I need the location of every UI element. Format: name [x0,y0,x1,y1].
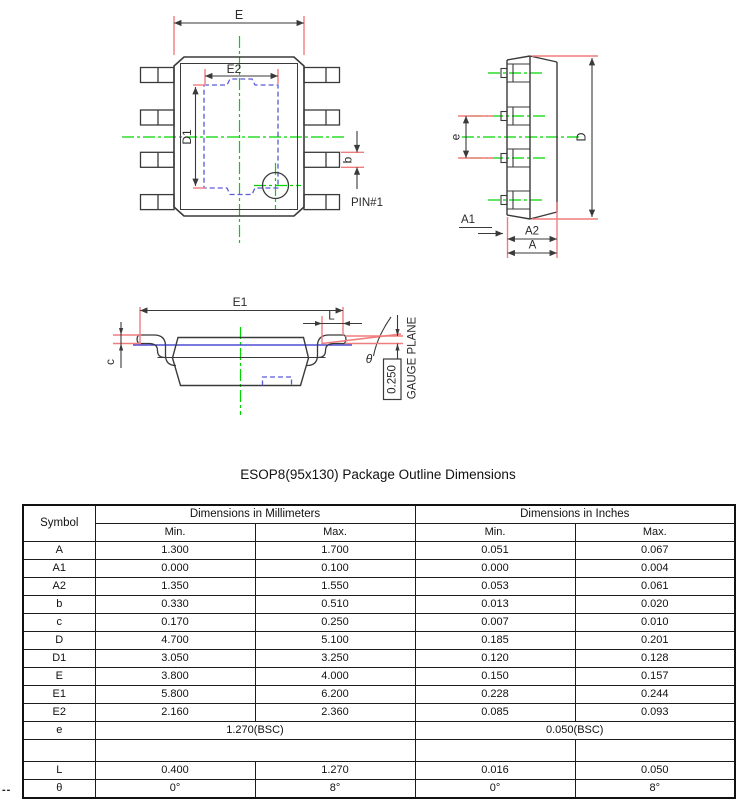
table-row [23,650,735,668]
header-mm-group: Dimensions in Millimeters [95,505,415,524]
table-row-blank [23,740,735,762]
cell-in-min: 0.053 [415,578,575,596]
dim-A2 [508,226,558,240]
front-view [103,295,419,415]
cell-symbol: A2 [23,578,95,596]
cell-symbol: E [23,668,95,686]
table-row [23,668,735,686]
table-subheader-row [23,524,735,542]
header-in-min: Min. [415,524,575,542]
header-mm-max: Max. [255,524,415,542]
header-mm-min: Min. [95,524,255,542]
cell-symbol: E2 [23,704,95,722]
cell-in-min: 0° [415,780,575,799]
dim-E1 [140,295,343,343]
page-title: ESOP8(95x130) Package Outline Dimensions [240,467,516,482]
centerlines [462,73,582,200]
cell-in-max: 0.244 [575,686,735,704]
cell-in-max: 8° [575,780,735,799]
cell-mm-max: 3.250 [255,650,415,668]
table-header-row [23,505,735,524]
dimensions-table [22,504,736,799]
cell-mm-max: 5.100 [255,632,415,650]
dim-label-b: b [340,156,355,164]
dim-label-E: E [234,8,244,22]
cell-in-max: 0.020 [575,596,735,614]
cell-mm-bsc: 1.270(BSC) [95,722,415,740]
table-row-e [23,722,735,740]
cell-mm-min: 5.800 [95,686,255,704]
cell-symbol: e [23,722,95,740]
cell-symbol [23,740,95,762]
cell-symbol: D [23,632,95,650]
dim-A [508,240,558,254]
cell-mm-min: 3.800 [95,668,255,686]
cell-mm-max: 0.250 [255,614,415,632]
cell-symbol: D1 [23,650,95,668]
cell-in-min: 0.016 [415,762,575,780]
dim-label-A2: A2 [524,225,540,238]
cell-in-max: 0.004 [575,560,735,578]
cell-mm-max: 1.700 [255,542,415,560]
dim-label-A: A [528,239,537,252]
header-in-max: Max. [575,524,735,542]
cell-in-min: 0.228 [415,686,575,704]
dim-A1 [459,214,503,234]
cell-mm-min: 0.170 [95,614,255,632]
dim-b [341,131,365,189]
cell-in-max: 0.201 [575,632,735,650]
cell-mm-min: 2.160 [95,704,255,722]
dim-label-D1: D1 [180,129,194,145]
cell-in-min [415,740,575,762]
cell-in-max: 0.050 [575,762,735,780]
cell-symbol: b [23,596,95,614]
dim-E2 [205,62,278,84]
cell-mm-max: 1.270 [255,762,415,780]
cell-in-max: 0.067 [575,542,735,560]
cell-mm-max: 0.100 [255,560,415,578]
cell-in-bsc: 0.050(BSC) [415,722,735,740]
cell-in-min: 0.013 [415,596,575,614]
cell-mm-min: 0.330 [95,596,255,614]
dim-label-e: e [448,133,463,141]
leads [137,335,346,366]
cell-symbol: L [23,762,95,780]
dim-gauge-offset [345,315,419,400]
table-row [23,686,735,704]
cell-in-max: 0.061 [575,578,735,596]
cell-symbol: c [23,614,95,632]
cell-mm-max: 6.200 [255,686,415,704]
footer-mark: -- [2,784,12,796]
cell-mm-min: 0.000 [95,560,255,578]
cell-in-max: 0.093 [575,704,735,722]
cell-in-min: 0.120 [415,650,575,668]
cell-mm-max: 0.510 [255,596,415,614]
gauge-value-label: 0.250 [386,365,399,394]
cell-in-max [575,740,735,762]
table-row [23,560,735,578]
table-row [23,596,735,614]
cell-mm-max: 4.000 [255,668,415,686]
cell-in-min: 0.007 [415,614,575,632]
cell-in-min: 0.085 [415,704,575,722]
cell-in-max: 0.128 [575,650,735,668]
cell-symbol: E1 [23,686,95,704]
table-row [23,762,735,780]
cell-in-max: 0.157 [575,668,735,686]
table-row [23,780,735,799]
side-view [449,56,599,258]
pins-left [141,68,175,210]
dim-label-c: c [103,359,117,365]
header-inch-group: Dimensions in Inches [415,505,735,524]
pins-right [304,68,340,210]
dim-label-E1: E1 [232,295,248,309]
cell-mm-min: 0° [95,780,255,799]
cell-mm-max: 8° [255,780,415,799]
pad-notch [263,377,292,386]
cell-symbol: θ [23,780,95,799]
dim-label-D: D [574,132,589,142]
cell-mm-min: 1.350 [95,578,255,596]
table-row [23,614,735,632]
cell-in-min: 0.185 [415,632,575,650]
cell-mm-min: 4.700 [95,632,255,650]
top-view [122,8,383,243]
dim-label-L: L [328,310,335,323]
cell-in-min: 0.150 [415,668,575,686]
pin1-label: PIN#1 [351,197,383,209]
table-row [23,578,735,596]
cell-in-min: 0.000 [415,560,575,578]
cell-mm-max: 1.550 [255,578,415,596]
dim-label-A1: A1 [461,214,476,226]
dim-label-theta: θ [365,352,373,366]
cell-symbol: A1 [23,560,95,578]
table-row [23,704,735,722]
dim-label-E2: E2 [226,62,242,76]
cell-mm-blank [95,740,415,762]
cell-in-max: 0.010 [575,614,735,632]
cell-mm-min: 1.300 [95,542,255,560]
cell-mm-min: 3.050 [95,650,255,668]
header-symbol: Symbol [23,505,95,542]
gauge-plane-label: GAUGE PLANE [406,316,419,400]
cell-in-min: 0.051 [415,542,575,560]
cell-mm-max: 2.360 [255,704,415,722]
table-row [23,632,735,650]
cell-mm-min: 0.400 [95,762,255,780]
cell-symbol: A [23,542,95,560]
table-row [23,542,735,560]
